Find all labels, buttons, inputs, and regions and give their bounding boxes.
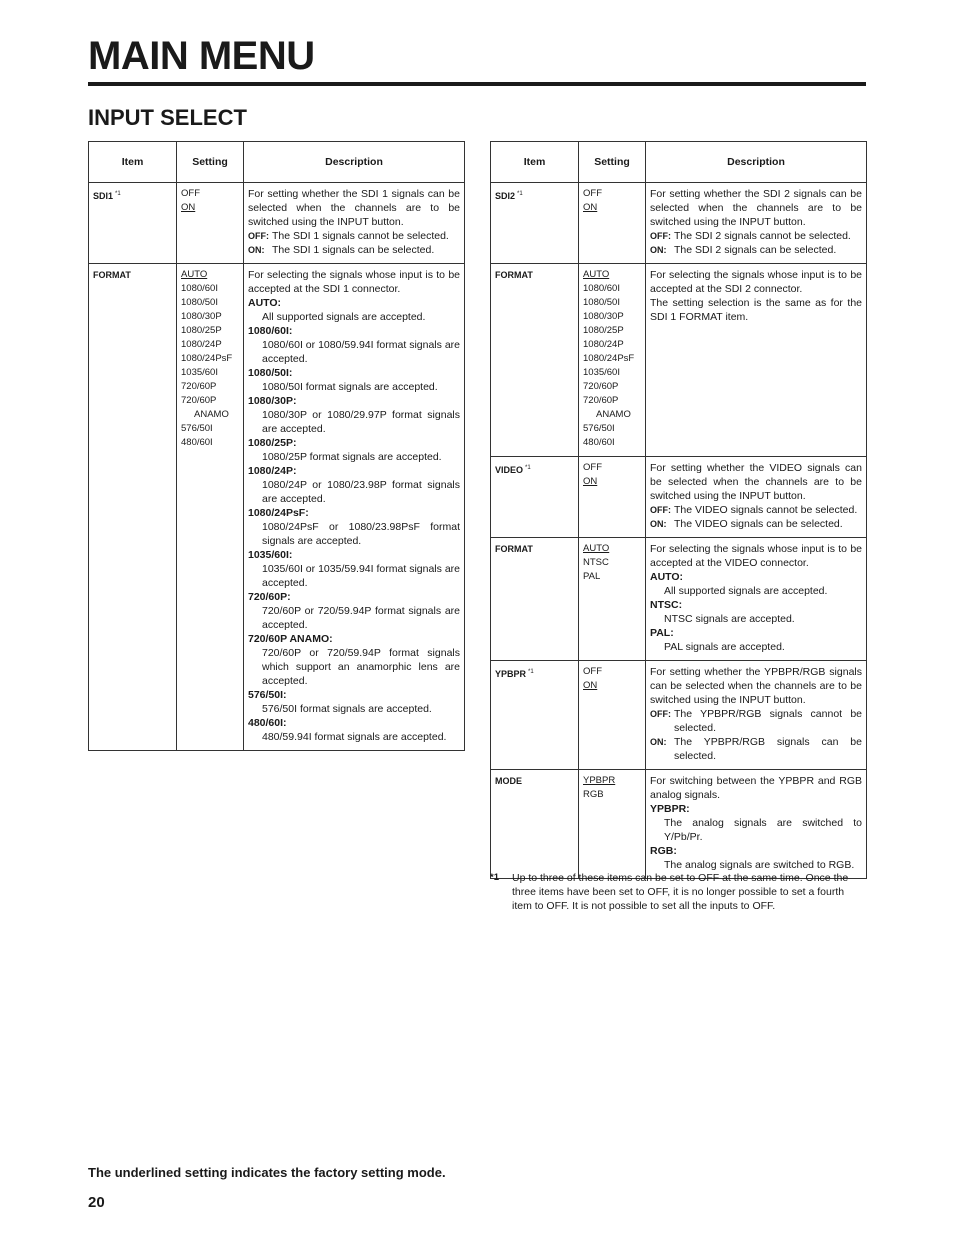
item-cell [89, 264, 177, 751]
entry-text: 720/60P or 720/59.94P format signals are accepted. [262, 605, 460, 631]
item-cell [491, 264, 579, 457]
entry-label: 1080/24P: [248, 465, 297, 477]
table-row-mode [491, 770, 867, 879]
entry-text: 720/60P or 720/59.94P format signals which support an anamorphic lens are accepted. [262, 647, 460, 687]
entry-text: 1080/60I or 1080/59.94I format signals are accepted. [262, 339, 460, 365]
on-label: ON: [650, 519, 667, 529]
setting-option: 1080/60I [583, 283, 620, 294]
item-cell [491, 770, 579, 879]
off-text: The VIDEO signals cannot be selected. [674, 504, 858, 516]
setting-option: 1080/30P [181, 311, 222, 322]
setting-option-default: ON [583, 476, 598, 487]
entry-text: 1080/30P or 1080/29.97P format signals are accepted. [262, 409, 460, 435]
description-cell [244, 264, 465, 751]
setting-option-default: AUTO [583, 543, 610, 554]
setting-option: 1080/25P [181, 325, 222, 336]
entry-text: All supported signals are accepted. [262, 311, 426, 323]
setting-option: 1080/24P [181, 339, 222, 350]
footnote-ref: *1 [525, 465, 531, 471]
off-label: OFF: [248, 231, 269, 241]
item-cell [491, 457, 579, 538]
off-text: The YPBPR/RGB signals cannot be selected. [674, 708, 862, 734]
setting-option: 1080/50I [583, 297, 620, 308]
off-text: The SDI 2 signals cannot be selected. [674, 230, 851, 242]
setting-cell [579, 538, 646, 661]
footnote [490, 871, 866, 913]
entry-text: 1080/50I format signals are accepted. [262, 381, 438, 393]
on-text: The YPBPR/RGB signals can be selected. [674, 736, 862, 762]
right-settings-table [490, 141, 867, 879]
item-cell [491, 183, 579, 264]
factory-setting-note: The underlined setting indicates the factory setting mode. [88, 1165, 446, 1180]
entry-label: AUTO: [248, 297, 282, 309]
setting-option: 1080/60I [181, 283, 218, 294]
description-cell [646, 770, 867, 879]
setting-option: 720/60P [583, 381, 619, 392]
entry-label: 1035/60I: [248, 549, 293, 561]
setting-option: 1035/60I [181, 367, 218, 378]
on-text: The SDI 1 signals can be selected. [272, 244, 435, 256]
setting-cell [177, 183, 244, 264]
setting-cell [177, 264, 244, 751]
item-name: FORMAT [93, 270, 131, 280]
setting-option: 480/60I [181, 437, 213, 448]
setting-option: OFF [583, 462, 602, 473]
item-cell [491, 538, 579, 661]
item-name: MODE [495, 776, 522, 786]
item-name: VIDEO [495, 465, 524, 475]
header-item: Item [491, 142, 579, 183]
description-text: For selecting the signals whose input is to be accepted at the VIDEO connector. [650, 543, 862, 569]
left-settings-table [88, 141, 465, 751]
description-cell [244, 183, 465, 264]
setting-option-default: ON [583, 680, 598, 691]
setting-option: OFF [583, 188, 602, 199]
setting-option-default: ON [583, 202, 598, 213]
description-cell [646, 457, 867, 538]
header-setting: Setting [177, 142, 244, 183]
table-header-row [491, 142, 867, 183]
description-text: The setting selection is the same as for the SDI 1 FORMAT item. [650, 297, 862, 323]
setting-cell [579, 770, 646, 879]
off-label: OFF: [650, 231, 671, 241]
page-number: 20 [88, 1194, 105, 1211]
setting-option-default: YPBPR [583, 775, 616, 786]
off-text: The SDI 1 signals cannot be selected. [272, 230, 449, 242]
footnote-mark: *1 [490, 872, 499, 883]
description-text: For switching between the YPBPR and RGB analog signals. [650, 775, 862, 801]
setting-option: 720/60P [181, 395, 217, 406]
entry-text: The analog signals are switched to RGB. [664, 859, 855, 871]
entry-label: 1080/60I: [248, 325, 293, 337]
on-line [248, 243, 460, 257]
off-label: OFF: [650, 505, 671, 515]
off-line [650, 229, 862, 243]
entry-text: NTSC signals are accepted. [664, 613, 795, 625]
page-title: MAIN MENU [88, 34, 315, 78]
entry-text: 1080/24PsF or 1080/23.98PsF format signals are accepted. [262, 521, 460, 547]
footnote-ref: *1 [517, 191, 523, 197]
item-cell [491, 661, 579, 770]
table-row-video-format [491, 538, 867, 661]
table-row-sdi1 [89, 183, 465, 264]
item-cell [89, 183, 177, 264]
setting-option: 1080/50I [181, 297, 218, 308]
entry-text: PAL signals are accepted. [664, 641, 785, 653]
on-text: The VIDEO signals can be selected. [674, 518, 843, 530]
entry-label: NTSC: [650, 599, 683, 611]
entry-text: 1035/60I or 1035/59.94I format signals are accepted. [262, 563, 460, 589]
header-description: Description [646, 142, 867, 183]
description-text: For setting whether the SDI 2 signals can be selected when the channels are to be switched using the INPUT button. [650, 188, 862, 228]
setting-option: RGB [583, 789, 604, 800]
setting-cell [579, 264, 646, 457]
entry-label: YPBPR: [650, 803, 690, 815]
section-title: INPUT SELECT [88, 105, 247, 130]
entry-label: RGB: [650, 845, 677, 857]
table-row-ypbpr [491, 661, 867, 770]
entry-label: 1080/25P: [248, 437, 297, 449]
description-cell [646, 183, 867, 264]
item-name: SDI1 [93, 191, 114, 201]
setting-cell [579, 661, 646, 770]
setting-option: OFF [181, 188, 200, 199]
off-line [650, 503, 862, 517]
table-row-format [89, 264, 465, 751]
on-line [650, 243, 862, 257]
item-name: FORMAT [495, 270, 533, 280]
header-setting: Setting [579, 142, 646, 183]
header-description: Description [244, 142, 465, 183]
entry-label: 576/50I: [248, 689, 287, 701]
table-row-sdi2 [491, 183, 867, 264]
on-label: ON: [248, 245, 265, 255]
setting-option: 1080/24PsF [181, 353, 233, 364]
entry-text: All supported signals are accepted. [664, 585, 828, 597]
entry-text: 1080/25P format signals are accepted. [262, 451, 442, 463]
off-line [248, 229, 460, 243]
description-text: For selecting the signals whose input is to be accepted at the SDI 2 connector. [650, 269, 862, 295]
footnote-ref: *1 [528, 669, 534, 675]
setting-option: 576/50I [583, 423, 615, 434]
description-text: For setting whether the VIDEO signals can be selected when the channels are to be switched using the INPUT button. [650, 462, 862, 502]
setting-option: 480/60I [583, 437, 615, 448]
table-header-row [89, 142, 465, 183]
on-line [650, 517, 862, 531]
title-rule [88, 82, 866, 86]
entry-label: 720/60P ANAMO: [248, 633, 333, 645]
entry-text: 480/59.94I format signals are accepted. [262, 731, 447, 743]
on-label: ON: [650, 737, 667, 747]
setting-option: 720/60P [181, 381, 217, 392]
item-name: SDI2 [495, 191, 516, 201]
setting-option: 1080/30P [583, 311, 624, 322]
entry-text: The analog signals are switched to Y/Pb/Pr. [664, 817, 862, 843]
description-cell [646, 661, 867, 770]
item-name: YPBPR [495, 669, 527, 679]
setting-option: NTSC [583, 557, 609, 568]
setting-option-default: ON [181, 202, 196, 213]
setting-option: 1080/24P [583, 339, 624, 350]
setting-option: 1080/24PsF [583, 353, 635, 364]
header-item: Item [89, 142, 177, 183]
setting-option: ANAMO [596, 409, 631, 420]
description-text: For setting whether the SDI 1 signals can be selected when the channels are to be switched using the INPUT button. [248, 188, 460, 228]
description-cell [646, 538, 867, 661]
on-label: ON: [650, 245, 667, 255]
item-name: FORMAT [495, 544, 533, 554]
entry-label: 480/60I: [248, 717, 287, 729]
setting-option: ANAMO [194, 409, 229, 420]
setting-option: 576/50I [181, 423, 213, 434]
on-line [650, 735, 862, 763]
description-text: For selecting the signals whose input is to be accepted at the SDI 1 connector. [248, 269, 460, 295]
entry-label: 1080/30P: [248, 395, 297, 407]
setting-option: PAL [583, 571, 601, 582]
entry-label: PAL: [650, 627, 674, 639]
entry-label: 720/60P: [248, 591, 291, 603]
on-text: The SDI 2 signals can be selected. [674, 244, 837, 256]
entry-label: 1080/50I: [248, 367, 293, 379]
setting-option: 720/60P [583, 395, 619, 406]
setting-option: 1035/60I [583, 367, 620, 378]
footnote-ref: *1 [115, 191, 121, 197]
setting-option-default: AUTO [583, 269, 610, 280]
footnote-text: Up to three of these items can be set to OFF at the same time. Once the three items have been set to OFF, it is no longer possible to set a fourth item to OFF. It is not possible to set all the inputs to OFF. [512, 872, 849, 912]
entry-text: 1080/24P or 1080/23.98P format signals are accepted. [262, 479, 460, 505]
setting-option: 1080/25P [583, 325, 624, 336]
setting-cell [579, 457, 646, 538]
table-row-video [491, 457, 867, 538]
off-label: OFF: [650, 709, 671, 719]
entry-label: AUTO: [650, 571, 684, 583]
off-line [650, 707, 862, 735]
setting-option-default: AUTO [181, 269, 208, 280]
setting-cell [579, 183, 646, 264]
table-row-sdi2-format [491, 264, 867, 457]
entry-label: 1080/24PsF: [248, 507, 309, 519]
setting-option: OFF [583, 666, 602, 677]
description-cell [646, 264, 867, 457]
entry-text: 576/50I format signals are accepted. [262, 703, 432, 715]
description-text: For setting whether the YPBPR/RGB signals can be selected when the channels are to be switched using the INPUT button. [650, 666, 862, 706]
